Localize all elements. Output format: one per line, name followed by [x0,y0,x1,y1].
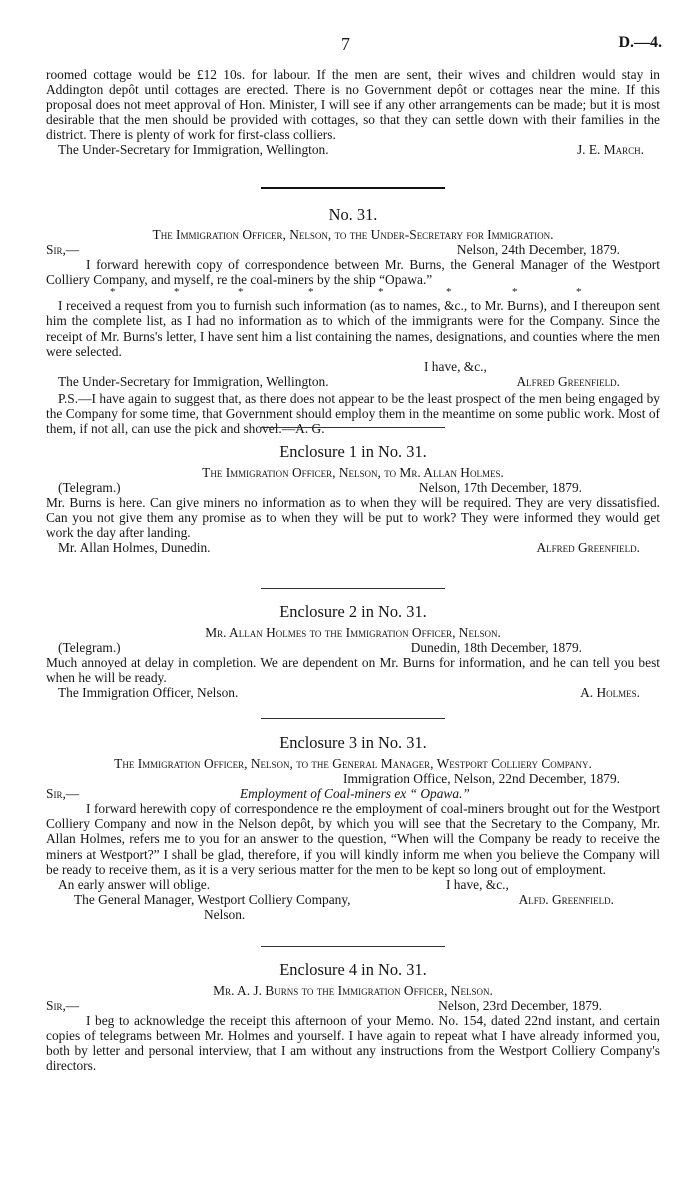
no31-postscript: P.S.—I have again to suggest that, as there does not appear to be the least prospect of the men being engaged by the Company for some time, that Government should employ them in the meantime on some public work. Most of them, if not all, can use the pick and shovel.—A. G. [46,390,660,437]
enc1-title: Enclosure 1 in No. 31. [279,442,427,461]
no31-place-date: Nelson, 24th December, 1879. [456,242,620,258]
enc3-addressee-line2-row [46,907,660,922]
enc1-signoff [46,540,660,555]
enc2-title: Enclosure 2 in No. 31. [279,602,427,621]
section-rule [261,588,445,589]
enc2-signature: A. Holmes. [580,685,640,701]
enclosure-4 [46,960,660,1074]
enc1-kind: (Telegram.) [58,480,121,496]
no31-signature: Alfred Greenfield. [516,373,620,389]
enc2-place-date: Dunedin, 18th December, 1879. [410,640,582,656]
enc4-salutation: Sir,— [46,998,80,1014]
enc4-body: I beg to acknowledge the receipt this afternoon of your Memo. No. 154, dated 22nd instant, and certain copies of telegrams between Mr. Holmes and yourself. I have again to repeat what I have already informed you, both by letter and personal interview, that I am without any instructions from the Westport Colliery Company's directors. [46,1013,660,1074]
enc4-from-to: Mr. A. J. Burns to the Immigration Officer, Nelson. [213,983,493,998]
enc3-addressee-line1: The General Manager, Westport Colliery Company, [74,891,351,907]
no31-closing-row [46,359,660,374]
intro-addressee: The Under-Secretary for Immigration, Wellington. [58,142,329,158]
letter-no31 [46,205,660,436]
section-rule [261,718,445,719]
enc1-from-to: The Immigration Officer, Nelson, to Mr. Allan Holmes. [202,465,504,480]
intro-letter [46,67,660,158]
enc3-body: I forward herewith copy of correspondence re the employment of coal-miners brought out for the Westport Colliery Company and now in the Nelson depôt, by which you will see that the Secretary to the Company, Mr. Allan Holmes, refers me to you for an answer to the question, “When will the Company be ready to receive the miners at Westport?” I shall be glad, therefore, if you will kindly inform me when you believe the Company will be ready to receive them, as it is a very serious matter for the men to be kept so long out of employment. [46,801,660,877]
no31-signoff [46,374,660,389]
enc2-kind: (Telegram.) [58,640,121,656]
no31-salutation-row [46,242,660,257]
intro-paragraph: roomed cottage would be £12 10s. for labour. If the men are sent, their wives and children would stay in Addington depôt until cottages are erected. There is no Government depôt or cottages near the mine. If this proposal does not meet approval of Hon. Minister, I will see if any other arrangements can be made; but it is most desirable that the men should be provided with cottages, so that they can settle down with their families in the district. There is plenty of work for first-class colliers. [46,67,660,143]
intro-signature: J. E. March. [576,142,644,158]
no31-salutation: Sir,— [46,242,80,258]
enc3-subject: Employment of Coal-miners ex “ Opawa.” [240,786,470,802]
enclosure-1 [46,442,660,556]
section-rule [261,427,445,428]
enc4-salutation-row [46,998,660,1013]
enc1-body: Mr. Burns is here. Can give miners no information as to when they will be required. They are very dissatisfied. Can you not give them any promise as to when they will be put to work? They were informed they would get work the day after landing. [46,495,660,541]
enc2-from-to: Mr. Allan Holmes to the Immigration Officer, Nelson. [205,625,501,640]
enc2-addressee: The Immigration Officer, Nelson. [58,685,239,701]
no31-closing: I have, &c., [424,358,487,374]
enc3-salutation-row [46,786,660,801]
enc3-request: An early answer will oblige. [58,876,211,892]
enc3-title: Enclosure 3 in No. 31. [279,733,427,752]
enc3-closing-row [46,877,660,892]
no31-para2: I received a request from you to furnish such information (as to names, &c., to Mr. Burns), and I thereupon sent him the complete list, as I had no information as to which of the immigrants were for the Company. Since the receipt of Mr. Burns's letter, I have sent him a list containing the names, designations, and counties where the men were selected. [46,298,660,359]
intro-signoff [46,142,660,157]
omission-stars: * * * * * * * * [110,286,582,299]
page-number: 7 [341,34,350,54]
no31-from-to: The Immigration Officer, Nelson, to the Under-Secretary for Immigration. [152,227,554,242]
section-rule [261,187,445,189]
section-rule [261,946,445,947]
enc2-kind-row [46,640,660,655]
no31-title: No. 31. [328,205,378,224]
enclosure-3 [46,733,660,922]
enc3-signature: Alfd. Greenfield. [518,891,614,907]
enc3-salutation: Sir,— [46,786,80,802]
enc4-title: Enclosure 4 in No. 31. [279,960,427,979]
enc1-addressee: Mr. Allan Holmes, Dunedin. [58,540,211,556]
enc1-kind-row [46,480,660,495]
enc2-body: Much annoyed at delay in completion. We are dependent on Mr. Burns for information, and he can tell you best when he will be ready. [46,655,660,686]
no31-addressee: The Under-Secretary for Immigration, Wellington. [58,373,329,389]
enclosure-2 [46,602,660,700]
enc3-signoff [46,892,660,907]
document-reference: D.—4. [618,34,662,51]
enc3-from-to: The Immigration Officer, Nelson, to the General Manager, Westport Colliery Company. [114,756,592,771]
enc4-place-date: Nelson, 23rd December, 1879. [438,998,602,1014]
enc3-closing: I have, &c., [446,876,509,892]
enc3-office-date: Immigration Office, Nelson, 22nd December, 1879. [343,771,620,787]
enc3-office-row [46,771,660,786]
enc1-signature: Alfred Greenfield. [536,540,640,556]
enc2-signoff [46,685,660,700]
enc1-place-date: Nelson, 17th December, 1879. [418,480,582,496]
no31-para1: I forward herewith copy of correspondence between Mr. Burns, the General Manager of the Westport Colliery Company, and myself, re the coal-miners by the ship “Opawa.” [46,257,660,288]
enc3-addressee-line2: Nelson. [204,906,246,922]
